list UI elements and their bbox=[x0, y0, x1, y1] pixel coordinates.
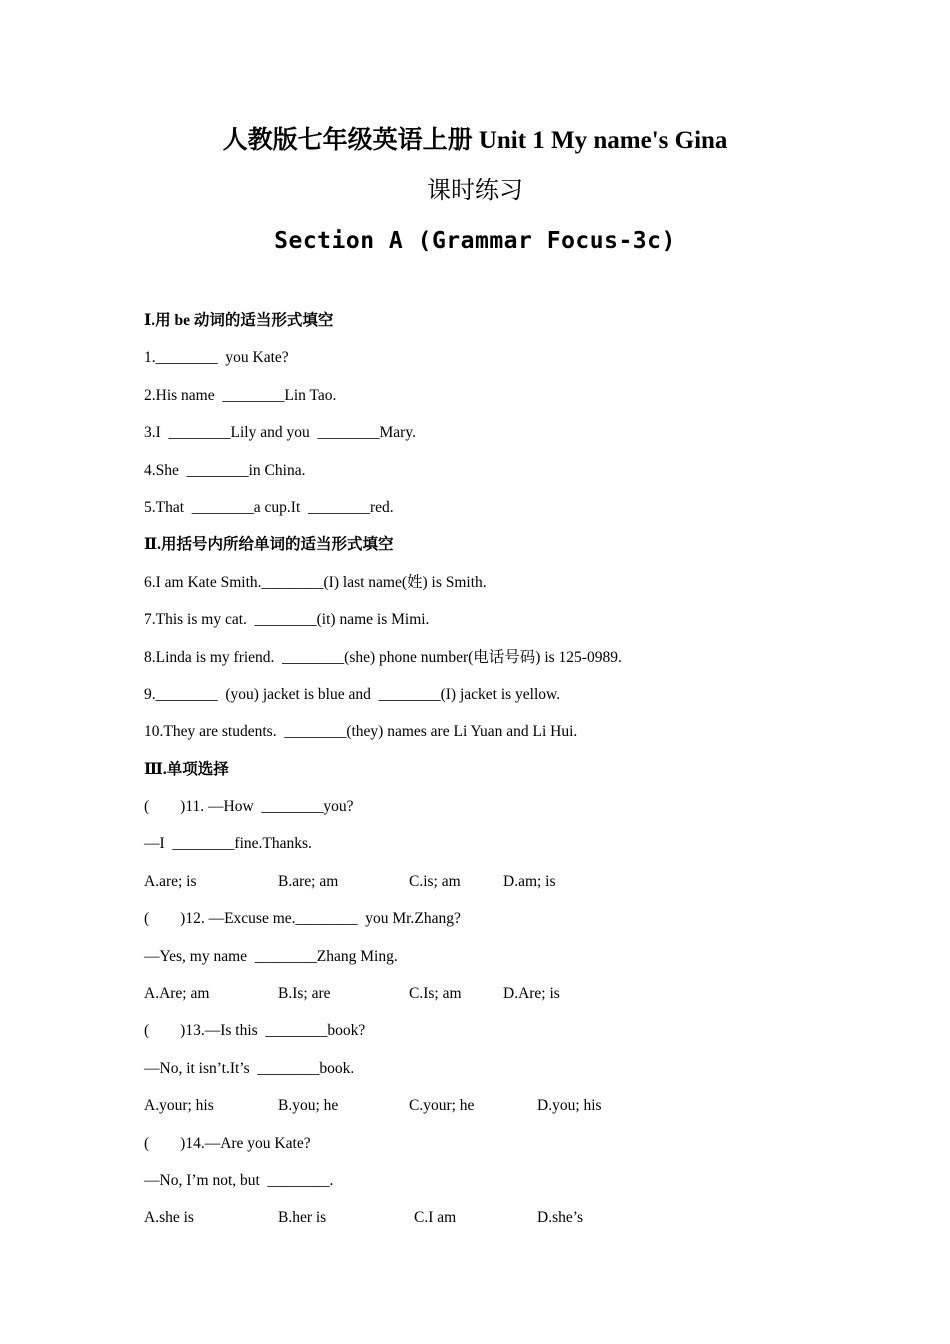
question-1: 1.________ you Kate? bbox=[144, 349, 289, 367]
option-a: A.she is bbox=[144, 1209, 194, 1227]
question-12-reply: —Yes, my name ________Zhang Ming. bbox=[144, 947, 398, 965]
option-c: C.I am bbox=[414, 1209, 457, 1227]
question-9: 9.________ (you) jacket is blue and ________(I) jacket is yellow. bbox=[144, 685, 561, 703]
option-b: B.Is; are bbox=[278, 985, 331, 1003]
worksheet-content bbox=[144, 309, 844, 1244]
question-11: ( )11. —How ________you? bbox=[144, 798, 354, 816]
option-a: A.Are; am bbox=[144, 985, 210, 1003]
question-11-options bbox=[144, 870, 844, 907]
question-12-options bbox=[144, 982, 844, 1019]
question-4: 4.She ________in China. bbox=[144, 461, 306, 479]
question-3: 3.I ________Lily and you ________Mary. bbox=[144, 424, 416, 442]
section-title: Section A (Grammar Focus-3c) bbox=[274, 228, 676, 254]
option-c: C.Is; am bbox=[409, 985, 462, 1003]
question-2: 2.His name ________Lin Tao. bbox=[144, 386, 337, 404]
part3-heading: Ⅲ.单项选择 bbox=[144, 760, 229, 778]
question-14: ( )14.—Are you Kate? bbox=[144, 1134, 311, 1152]
option-a: A.your; his bbox=[144, 1097, 214, 1115]
option-a: A.are; is bbox=[144, 872, 197, 890]
question-14-options bbox=[144, 1206, 844, 1243]
option-c: C.your; he bbox=[409, 1097, 475, 1115]
part2-heading: Ⅱ.用括号内所给单词的适当形式填空 bbox=[144, 536, 394, 554]
question-13-reply: —No, it isn’t.It’s ________book. bbox=[144, 1059, 355, 1077]
question-7: 7.This is my cat. ________(it) name is Mimi. bbox=[144, 611, 430, 629]
option-b: B.her is bbox=[278, 1209, 327, 1227]
option-c: C.is; am bbox=[409, 872, 461, 890]
document-title: 人教版七年级英语上册 Unit 1 My name's Gina bbox=[222, 127, 728, 154]
question-13-options bbox=[144, 1094, 844, 1131]
question-5: 5.That ________a cup.It ________red. bbox=[144, 498, 394, 516]
option-d: D.Are; is bbox=[503, 985, 560, 1003]
question-13: ( )13.—Is this ________book? bbox=[144, 1022, 366, 1040]
question-12: ( )12. —Excuse me.________ you Mr.Zhang? bbox=[144, 910, 461, 928]
option-b: B.are; am bbox=[278, 872, 339, 890]
part1-heading: Ⅰ.用 be 动词的适当形式填空 bbox=[144, 312, 334, 329]
question-8: 8.Linda is my friend. ________(she) phone number(电话号码) is 125-0989. bbox=[144, 648, 622, 666]
question-11-reply: —I ________fine.Thanks. bbox=[144, 835, 312, 853]
question-6: 6.I am Kate Smith.________(I) last name(姓) is Smith. bbox=[144, 573, 487, 591]
option-b: B.you; he bbox=[278, 1097, 339, 1115]
document-subtitle: 课时练习 bbox=[427, 178, 523, 204]
question-14-reply: —No, I’m not, but ________. bbox=[144, 1171, 334, 1189]
option-d: D.she’s bbox=[537, 1209, 584, 1227]
option-d: D.am; is bbox=[503, 872, 556, 890]
question-10: 10.They are students. ________(they) names are Li Yuan and Li Hui. bbox=[144, 723, 578, 741]
option-d: D.you; his bbox=[537, 1097, 602, 1115]
